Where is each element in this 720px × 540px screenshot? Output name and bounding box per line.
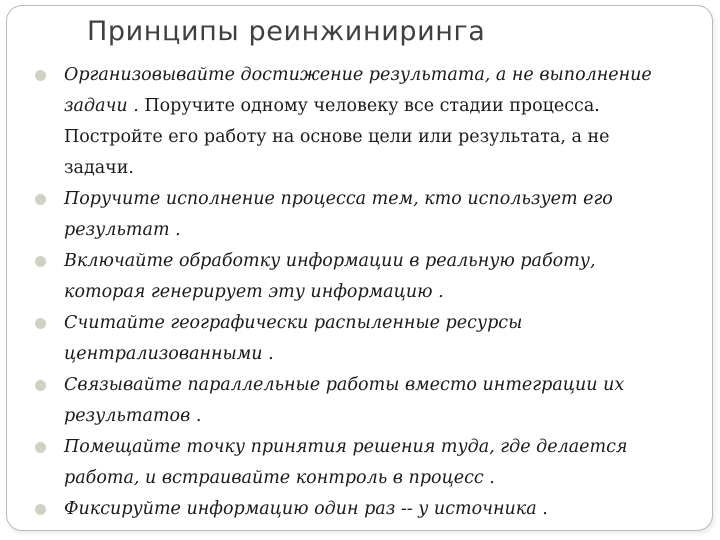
bullet-italic-text: Фиксируйте информацию один раз -- у источника . <box>64 499 548 519</box>
bullet-dot-icon <box>35 318 46 329</box>
slide-frame <box>6 5 713 531</box>
bullet-dot-icon <box>35 194 46 205</box>
bullet-dot-icon <box>35 380 46 391</box>
bullet-italic-text: Считайте географически распыленные ресурсы централизованными . <box>64 313 523 364</box>
bullet-italic-text: Поручите исполнение процесса тем, кто использует его результат . <box>64 189 613 240</box>
bullet-dot-icon <box>35 442 46 453</box>
bullet-item <box>29 184 669 246</box>
bullet-dot-icon <box>35 504 46 515</box>
bullet-italic-text: Включайте обработку информации в реальную работу, которая генерирует эту информацию . <box>64 251 596 302</box>
bullet-upright-text: Поручите одному человеку все стадии процесса. Постройте его работу на основе цели или результата, а не задачи. <box>64 96 610 178</box>
bullet-dot-icon <box>35 256 46 267</box>
bullet-item <box>29 246 669 308</box>
bullet-item <box>29 494 669 525</box>
bullet-item <box>29 370 669 432</box>
bullet-italic-text: Связывайте параллельные работы вместо интеграции их результатов . <box>64 375 625 426</box>
bullet-italic-text: Помещайте точку принятия решения туда, где делается работа, и встраивайте контроль в процесс . <box>64 437 628 488</box>
bullet-italic-text: Организовывайте достижение результата, а не выполнение задачи . <box>64 65 652 116</box>
bullet-item <box>29 60 669 184</box>
bullet-dot-icon <box>35 70 46 81</box>
bullet-item <box>29 308 669 370</box>
bullet-item <box>29 432 669 494</box>
bullet-list <box>29 60 669 525</box>
slide-title: Принципы реинжиниринга <box>87 16 486 47</box>
